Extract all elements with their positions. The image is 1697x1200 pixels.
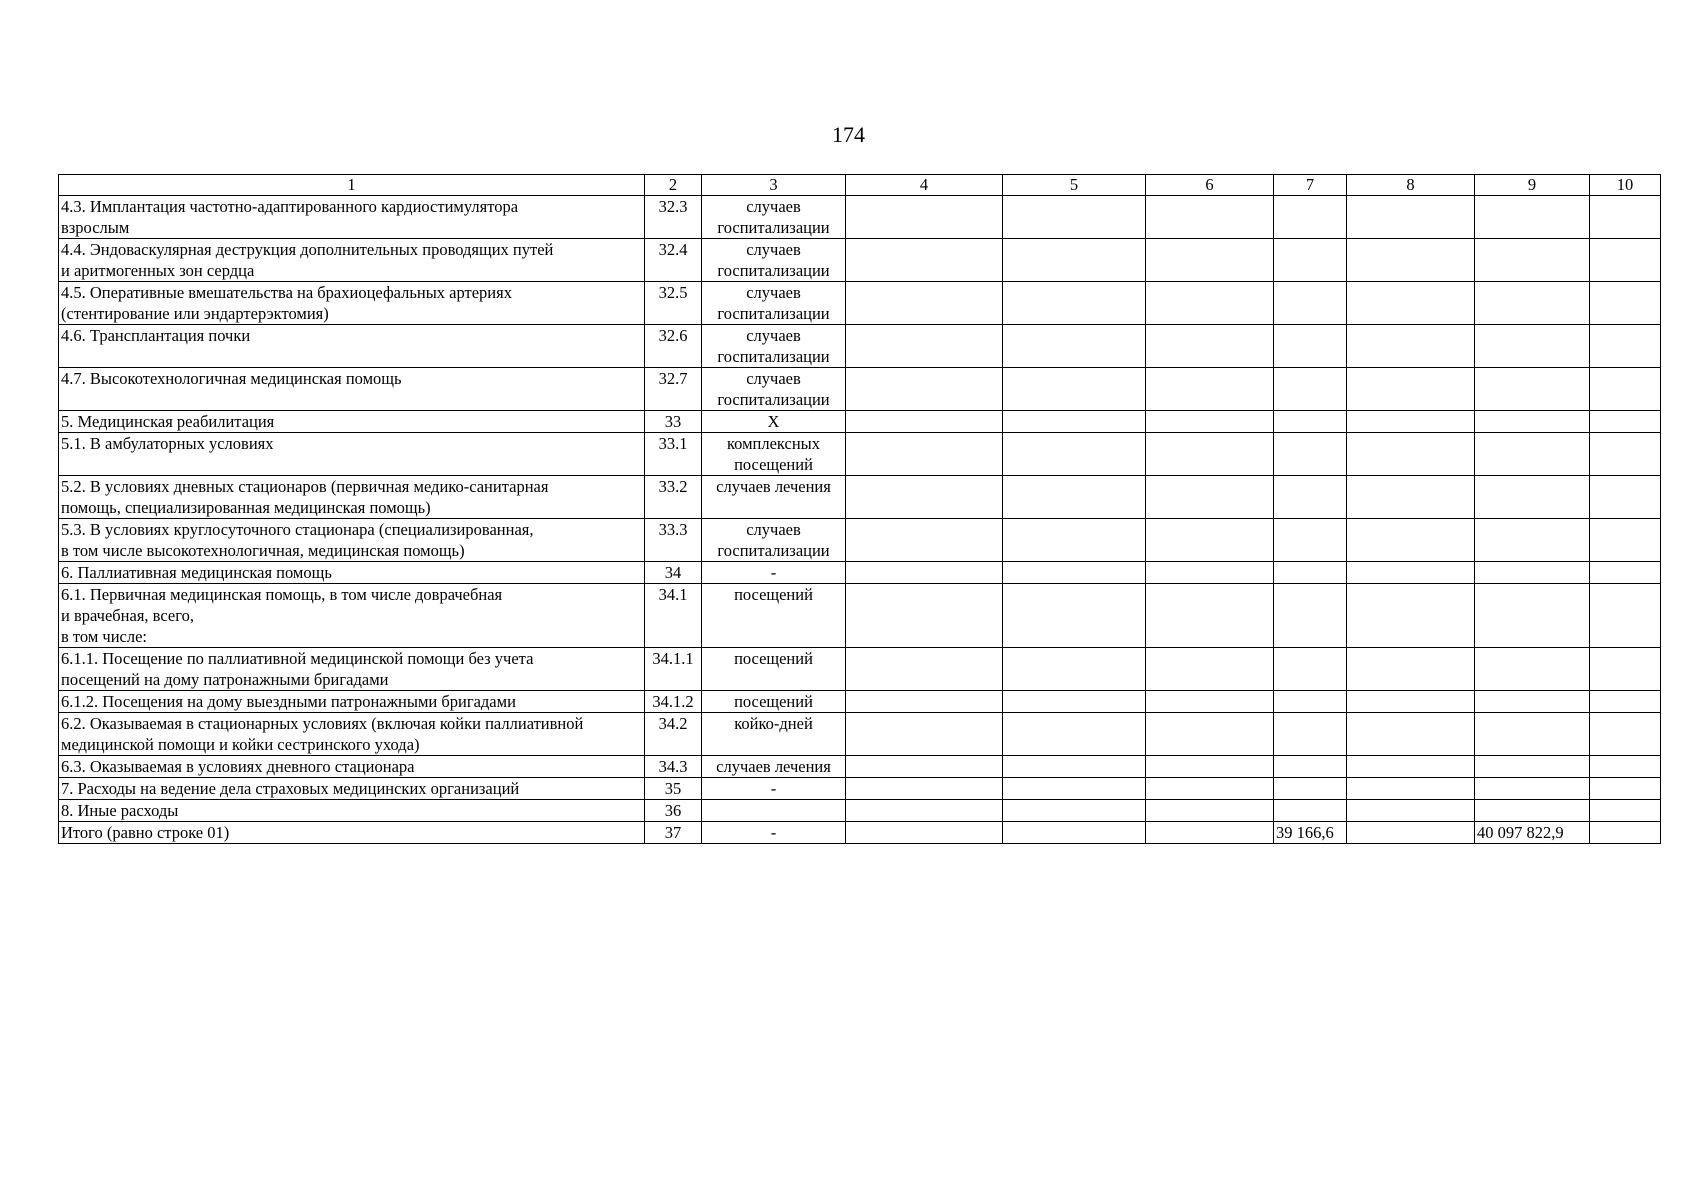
col4-cell <box>846 282 1003 325</box>
table-body <box>59 196 1661 844</box>
col4-cell <box>846 648 1003 691</box>
col9-cell <box>1475 196 1590 239</box>
table-row <box>59 584 1661 648</box>
col8-cell <box>1347 433 1475 476</box>
col5-cell <box>1003 756 1146 778</box>
row-unit-cell: - <box>702 778 846 800</box>
table-row <box>59 325 1661 368</box>
col9-cell <box>1475 519 1590 562</box>
row-unit-cell: комплексных посещений <box>702 433 846 476</box>
row-code-cell: 35 <box>645 778 702 800</box>
col10-cell <box>1590 562 1661 584</box>
column-header-1: 1 <box>59 175 645 196</box>
row-code-cell: 32.5 <box>645 282 702 325</box>
col6-cell <box>1146 584 1274 648</box>
column-header-3: 3 <box>702 175 846 196</box>
row-code-cell: 33.3 <box>645 519 702 562</box>
col5-cell <box>1003 822 1146 844</box>
col9-cell <box>1475 476 1590 519</box>
table-row <box>59 691 1661 713</box>
col10-cell <box>1590 239 1661 282</box>
col8-cell <box>1347 713 1475 756</box>
col8-cell <box>1347 282 1475 325</box>
row-code-cell: 34.2 <box>645 713 702 756</box>
col7-cell <box>1274 368 1347 411</box>
col5-cell <box>1003 584 1146 648</box>
col5-cell <box>1003 239 1146 282</box>
col7-cell <box>1274 648 1347 691</box>
col7-cell <box>1274 519 1347 562</box>
col7-cell <box>1274 756 1347 778</box>
row-name-cell: 4.7. Высокотехнологичная медицинская помощь <box>59 368 645 411</box>
col5-cell <box>1003 368 1146 411</box>
col9-cell <box>1475 368 1590 411</box>
row-unit-cell: посещений <box>702 584 846 648</box>
column-header-2: 2 <box>645 175 702 196</box>
col8-cell <box>1347 800 1475 822</box>
col7-cell <box>1274 196 1347 239</box>
row-unit-cell: случаев лечения <box>702 476 846 519</box>
col6-cell <box>1146 282 1274 325</box>
col8-cell <box>1347 476 1475 519</box>
row-unit-cell: - <box>702 822 846 844</box>
col6-cell <box>1146 476 1274 519</box>
col5-cell <box>1003 778 1146 800</box>
col5-cell <box>1003 282 1146 325</box>
row-name-cell: 6.1.2. Посещения на дому выездными патронажными бригадами <box>59 691 645 713</box>
column-number-row <box>59 175 1661 196</box>
row-unit-cell: посещений <box>702 648 846 691</box>
row-unit-cell: случаев госпитализации <box>702 325 846 368</box>
row-unit-cell: случаев госпитализации <box>702 368 846 411</box>
col8-cell <box>1347 325 1475 368</box>
column-header-10: 10 <box>1590 175 1661 196</box>
row-code-cell: 33.1 <box>645 433 702 476</box>
row-unit-cell: случаев госпитализации <box>702 239 846 282</box>
col4-cell <box>846 822 1003 844</box>
col7-cell <box>1274 778 1347 800</box>
col6-cell <box>1146 691 1274 713</box>
col6-cell <box>1146 433 1274 476</box>
table-row <box>59 778 1661 800</box>
col5-cell <box>1003 196 1146 239</box>
row-code-cell: 32.4 <box>645 239 702 282</box>
table-row <box>59 713 1661 756</box>
col8-cell <box>1347 822 1475 844</box>
col7-cell <box>1274 691 1347 713</box>
col10-cell <box>1590 778 1661 800</box>
col10-cell <box>1590 368 1661 411</box>
col9-cell <box>1475 411 1590 433</box>
col6-cell <box>1146 411 1274 433</box>
table-row <box>59 196 1661 239</box>
table-row <box>59 239 1661 282</box>
col5-cell <box>1003 562 1146 584</box>
col7-cell <box>1274 713 1347 756</box>
row-code-cell: 33.2 <box>645 476 702 519</box>
column-header-4: 4 <box>846 175 1003 196</box>
col5-cell <box>1003 411 1146 433</box>
row-code-cell: 36 <box>645 800 702 822</box>
col10-cell <box>1590 713 1661 756</box>
row-name-cell: 6.2. Оказываемая в стационарных условиях (включая койки паллиативной медицинской помощи и койки сестринского ухода) <box>59 713 645 756</box>
col4-cell <box>846 411 1003 433</box>
row-unit-cell <box>702 800 846 822</box>
col7-cell <box>1274 325 1347 368</box>
row-name-cell: 7. Расходы на ведение дела страховых медицинских организаций <box>59 778 645 800</box>
row-name-cell: 4.6. Трансплантация почки <box>59 325 645 368</box>
col9-cell <box>1475 648 1590 691</box>
col7-cell <box>1274 584 1347 648</box>
col6-cell <box>1146 800 1274 822</box>
col5-cell <box>1003 476 1146 519</box>
row-code-cell: 34.1.2 <box>645 691 702 713</box>
table-row <box>59 519 1661 562</box>
row-code-cell: 32.7 <box>645 368 702 411</box>
col8-cell <box>1347 411 1475 433</box>
page-number: 174 <box>832 122 865 147</box>
col4-cell <box>846 713 1003 756</box>
col5-cell <box>1003 519 1146 562</box>
col9-cell <box>1475 691 1590 713</box>
table-row <box>59 800 1661 822</box>
row-name-cell: Итого (равно строке 01) <box>59 822 645 844</box>
data-table <box>58 174 1661 844</box>
col8-cell <box>1347 562 1475 584</box>
col6-cell <box>1146 196 1274 239</box>
col5-cell <box>1003 325 1146 368</box>
column-header-7: 7 <box>1274 175 1347 196</box>
col6-cell <box>1146 648 1274 691</box>
col6-cell <box>1146 519 1274 562</box>
table-row <box>59 433 1661 476</box>
col4-cell <box>846 800 1003 822</box>
row-name-cell: 6. Паллиативная медицинская помощь <box>59 562 645 584</box>
row-name-cell: 4.4. Эндоваскулярная деструкция дополнительных проводящих путей и аритмогенных зон сердца <box>59 239 645 282</box>
col4-cell <box>846 325 1003 368</box>
table-row <box>59 411 1661 433</box>
column-header-9: 9 <box>1475 175 1590 196</box>
row-code-cell: 34 <box>645 562 702 584</box>
table-row <box>59 476 1661 519</box>
row-unit-cell: - <box>702 562 846 584</box>
col9-cell <box>1475 282 1590 325</box>
row-unit-cell: посещений <box>702 691 846 713</box>
col10-cell <box>1590 433 1661 476</box>
table-row <box>59 562 1661 584</box>
col9-cell <box>1475 239 1590 282</box>
col6-cell <box>1146 562 1274 584</box>
col5-cell <box>1003 713 1146 756</box>
col6-cell <box>1146 239 1274 282</box>
col5-cell <box>1003 691 1146 713</box>
row-name-cell: 6.3. Оказываемая в условиях дневного стационара <box>59 756 645 778</box>
col10-cell <box>1590 411 1661 433</box>
col8-cell <box>1347 648 1475 691</box>
row-name-cell: 6.1.1. Посещение по паллиативной медицинской помощи без учета посещений на дому патронажными бригадами <box>59 648 645 691</box>
col6-cell <box>1146 325 1274 368</box>
col8-cell <box>1347 778 1475 800</box>
col4-cell <box>846 756 1003 778</box>
col9-cell <box>1475 433 1590 476</box>
row-code-cell: 34.3 <box>645 756 702 778</box>
col6-cell <box>1146 713 1274 756</box>
col8-cell <box>1347 239 1475 282</box>
col8-cell <box>1347 584 1475 648</box>
col9-cell <box>1475 778 1590 800</box>
col8-cell <box>1347 368 1475 411</box>
row-name-cell: 8. Иные расходы <box>59 800 645 822</box>
col9-cell <box>1475 325 1590 368</box>
col4-cell <box>846 778 1003 800</box>
col7-cell <box>1274 433 1347 476</box>
row-code-cell: 32.3 <box>645 196 702 239</box>
column-header-5: 5 <box>1003 175 1146 196</box>
col4-cell <box>846 691 1003 713</box>
col5-cell <box>1003 648 1146 691</box>
table-row <box>59 368 1661 411</box>
table-row <box>59 282 1661 325</box>
row-name-cell: 5. Медицинская реабилитация <box>59 411 645 433</box>
col7-cell <box>1274 562 1347 584</box>
row-code-cell: 33 <box>645 411 702 433</box>
col9-cell <box>1475 584 1590 648</box>
row-unit-cell: койко-дней <box>702 713 846 756</box>
col4-cell <box>846 562 1003 584</box>
row-unit-cell: случаев госпитализации <box>702 282 846 325</box>
col10-cell <box>1590 476 1661 519</box>
col5-cell <box>1003 800 1146 822</box>
col7-cell <box>1274 239 1347 282</box>
col10-cell <box>1590 282 1661 325</box>
table-row <box>59 822 1661 844</box>
row-unit-cell: Х <box>702 411 846 433</box>
col4-cell <box>846 476 1003 519</box>
col10-cell <box>1590 800 1661 822</box>
col4-cell <box>846 368 1003 411</box>
row-name-cell: 5.2. В условиях дневных стационаров (первичная медико-санитарная помощь, специализированная медицинская помощь) <box>59 476 645 519</box>
col9-cell <box>1475 756 1590 778</box>
row-unit-cell: случаев госпитализации <box>702 196 846 239</box>
col10-cell <box>1590 648 1661 691</box>
col9-cell: 40 097 822,9 <box>1475 822 1590 844</box>
col8-cell <box>1347 519 1475 562</box>
col4-cell <box>846 239 1003 282</box>
col4-cell <box>846 584 1003 648</box>
col7-cell: 39 166,6 <box>1274 822 1347 844</box>
col8-cell <box>1347 691 1475 713</box>
col6-cell <box>1146 822 1274 844</box>
row-name-cell: 5.1. В амбулаторных условиях <box>59 433 645 476</box>
col7-cell <box>1274 800 1347 822</box>
table-row <box>59 648 1661 691</box>
col9-cell <box>1475 713 1590 756</box>
row-name-cell: 5.3. В условиях круглосуточного стационара (специализированная, в том числе высокотехнологичная, медицинская помощь) <box>59 519 645 562</box>
row-unit-cell: случаев лечения <box>702 756 846 778</box>
col4-cell <box>846 433 1003 476</box>
col9-cell <box>1475 800 1590 822</box>
row-name-cell: 4.3. Имплантация частотно-адаптированного кардиостимулятора взрослым <box>59 196 645 239</box>
col10-cell <box>1590 325 1661 368</box>
row-name-cell: 4.5. Оперативные вмешательства на брахиоцефальных артериях (стентирование или эндартерэктомия) <box>59 282 645 325</box>
column-header-8: 8 <box>1347 175 1475 196</box>
col4-cell <box>846 196 1003 239</box>
row-code-cell: 34.1.1 <box>645 648 702 691</box>
row-code-cell: 37 <box>645 822 702 844</box>
col10-cell <box>1590 519 1661 562</box>
row-unit-cell: случаев госпитализации <box>702 519 846 562</box>
col9-cell <box>1475 562 1590 584</box>
col6-cell <box>1146 778 1274 800</box>
column-header-6: 6 <box>1146 175 1274 196</box>
col4-cell <box>846 519 1003 562</box>
col7-cell <box>1274 282 1347 325</box>
col7-cell <box>1274 476 1347 519</box>
col10-cell <box>1590 822 1661 844</box>
row-code-cell: 34.1 <box>645 584 702 648</box>
col6-cell <box>1146 368 1274 411</box>
col10-cell <box>1590 756 1661 778</box>
table-row <box>59 756 1661 778</box>
col10-cell <box>1590 196 1661 239</box>
col7-cell <box>1274 411 1347 433</box>
col8-cell <box>1347 196 1475 239</box>
col8-cell <box>1347 756 1475 778</box>
row-name-cell: 6.1. Первичная медицинская помощь, в том числе доврачебная и врачебная, всего, в том числе: <box>59 584 645 648</box>
col6-cell <box>1146 756 1274 778</box>
row-code-cell: 32.6 <box>645 325 702 368</box>
col10-cell <box>1590 691 1661 713</box>
col10-cell <box>1590 584 1661 648</box>
col5-cell <box>1003 433 1146 476</box>
